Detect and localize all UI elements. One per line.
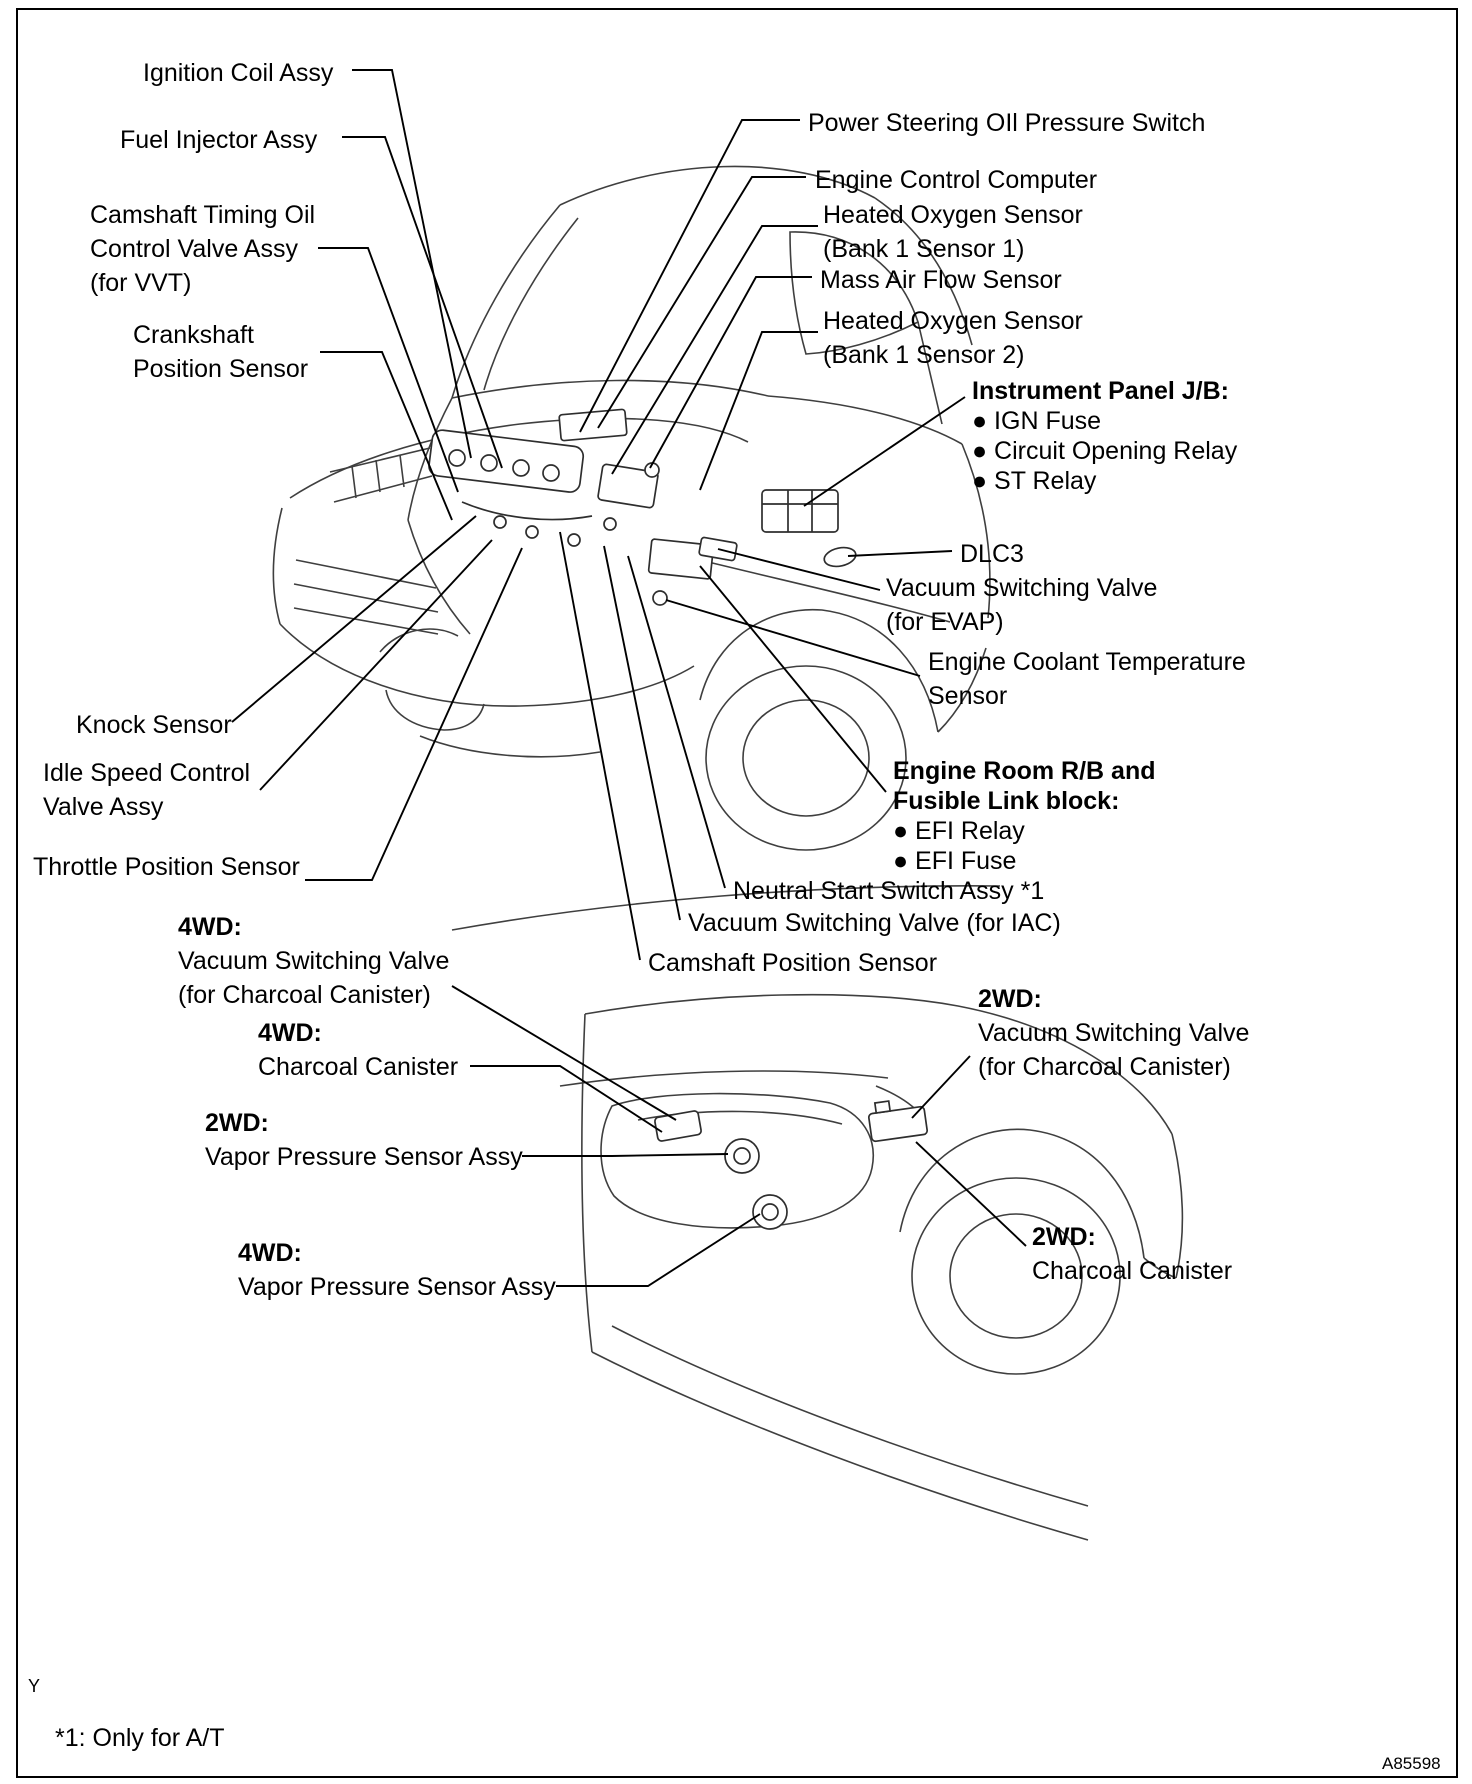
- leader-idle-speed: [260, 540, 492, 790]
- label-line: Vapor Pressure Sensor Assy: [205, 1143, 523, 1171]
- leader-throttle-position: [305, 548, 522, 880]
- label-line: Camshaft Timing Oil: [90, 201, 316, 229]
- label-line: Vapor Pressure Sensor Assy: [238, 1273, 556, 1301]
- label-line: Engine Coolant Temperature: [928, 648, 1246, 676]
- part-engine-control-computer: [559, 409, 627, 441]
- label-camshaft-timing-oil: [90, 198, 315, 300]
- label-line: Vacuum Switching Valve: [886, 574, 1158, 602]
- label-line: Vacuum Switching Valve: [978, 1019, 1250, 1047]
- label-line: (for EVAP): [886, 608, 1004, 636]
- bullet-item: ● EFI Fuse: [893, 847, 1017, 875]
- label-ho2s-bank1-s2: [823, 304, 1083, 372]
- label-crankshaft-position: [133, 318, 308, 386]
- leader-neutral-start: [628, 556, 725, 888]
- label-line: (Bank 1 Sensor 2): [823, 341, 1025, 369]
- label-engine-coolant-temp: [928, 645, 1246, 713]
- leader-instrument-panel-jb: [804, 397, 965, 506]
- bullet-item: ● EFI Relay: [893, 817, 1025, 845]
- label-vsv-iac: Vacuum Switching Valve (for IAC): [688, 909, 1061, 937]
- drivetrain-tag: 2WD:: [205, 1109, 269, 1137]
- label-line: Control Valve Assy: [90, 235, 298, 263]
- part-dlc3: [822, 545, 857, 569]
- label-line: Charcoal Canister: [1032, 1257, 1233, 1285]
- label-line: Valve Assy: [43, 793, 164, 821]
- leader-engine-control-computer: [598, 177, 806, 428]
- label-neutral-start: Neutral Start Switch Assy *1: [733, 877, 1045, 905]
- label-line: (for Charcoal Canister): [978, 1053, 1231, 1081]
- label-vsv-evap: [886, 571, 1157, 639]
- label-line: (for VVT): [90, 269, 192, 297]
- label-line: Idle Speed Control: [43, 759, 251, 787]
- label-fuel-injector-assy: Fuel Injector Assy: [120, 126, 318, 154]
- leader-ho2s-bank1-s2: [700, 332, 818, 490]
- label-charcoal-canister-2wd: [1032, 1220, 1232, 1288]
- block-title: Instrument Panel J/B:: [972, 377, 1229, 405]
- leader-ignition-coil: [352, 70, 471, 458]
- label-line: (Bank 1 Sensor 1): [823, 235, 1025, 263]
- leader-vapor-pressure-2wd: [522, 1154, 728, 1156]
- label-line: (for Charcoal Canister): [178, 981, 431, 1009]
- part-ect-sensor: [653, 591, 667, 605]
- label-camshaft-position: Camshaft Position Sensor: [648, 949, 938, 977]
- label-ho2s-bank1-s1: [823, 198, 1083, 266]
- label-knock-sensor: Knock Sensor: [76, 711, 232, 739]
- label-charcoal-canister-4wd: [258, 1016, 458, 1084]
- bullet-item: ● IGN Fuse: [972, 407, 1102, 435]
- drivetrain-tag: 4WD:: [258, 1019, 322, 1047]
- label-ignition-coil-assy: Ignition Coil Assy: [143, 59, 334, 87]
- label-idle-speed-control: [43, 756, 250, 824]
- drawing-number: A85598: [1382, 1754, 1441, 1773]
- label-vapor-pressure-4wd: [238, 1236, 556, 1304]
- label-mass-air-flow: Mass Air Flow Sensor: [820, 266, 1062, 294]
- drivetrain-tag: 2WD:: [1032, 1223, 1096, 1251]
- label-line: Vacuum Switching Valve: [178, 947, 450, 975]
- part-instrument-panel-jb: [762, 490, 838, 532]
- corner-mark: Y: [28, 1676, 41, 1696]
- label-vapor-pressure-2wd: [205, 1106, 523, 1174]
- label-line: Heated Oxygen Sensor: [823, 201, 1083, 229]
- label-power-steering: Power Steering OIl Pressure Switch: [808, 109, 1206, 137]
- label-vsv-charcoal-2wd: [978, 982, 1249, 1084]
- leader-camshaft-position: [560, 532, 640, 960]
- label-instrument-panel-jb: [972, 376, 1237, 496]
- label-line: Heated Oxygen Sensor: [823, 307, 1083, 335]
- drivetrain-tag: 4WD:: [178, 913, 242, 941]
- label-line: Sensor: [928, 682, 1008, 710]
- label-vsv-charcoal-4wd: [178, 910, 449, 1012]
- leader-vapor-pressure-4wd: [556, 1214, 760, 1286]
- drivetrain-tag: 2WD:: [978, 985, 1042, 1013]
- bullet-item: ● Circuit Opening Relay: [972, 437, 1238, 465]
- part-vsv-charcoal-2wd: [867, 1096, 928, 1141]
- block-title: Engine Room R/B and: [893, 757, 1156, 785]
- leader-dlc3: [848, 551, 952, 556]
- leader-fuel-injector: [342, 137, 502, 468]
- label-engine-control-computer: Engine Control Computer: [815, 166, 1098, 194]
- label-dlc3: DLC3: [960, 540, 1024, 568]
- block-title: Fusible Link block:: [893, 787, 1120, 815]
- leader-vsv-charcoal-2wd: [912, 1056, 970, 1118]
- leader-knock-sensor: [232, 516, 476, 722]
- leader-power-steering: [580, 120, 800, 432]
- part-vsv-charcoal-4wd: [654, 1110, 701, 1141]
- bullet-item: ● ST Relay: [972, 467, 1097, 495]
- label-line: Position Sensor: [133, 355, 309, 383]
- footnote: *1: Only for A/T: [55, 1724, 225, 1752]
- label-line: Charcoal Canister: [258, 1053, 459, 1081]
- label-line: Crankshaft: [133, 321, 254, 349]
- label-engine-room-rb: [893, 756, 1156, 876]
- label-throttle-position: Throttle Position Sensor: [33, 853, 300, 881]
- fuel-system-components: [654, 1096, 927, 1229]
- drivetrain-tag: 4WD:: [238, 1239, 302, 1267]
